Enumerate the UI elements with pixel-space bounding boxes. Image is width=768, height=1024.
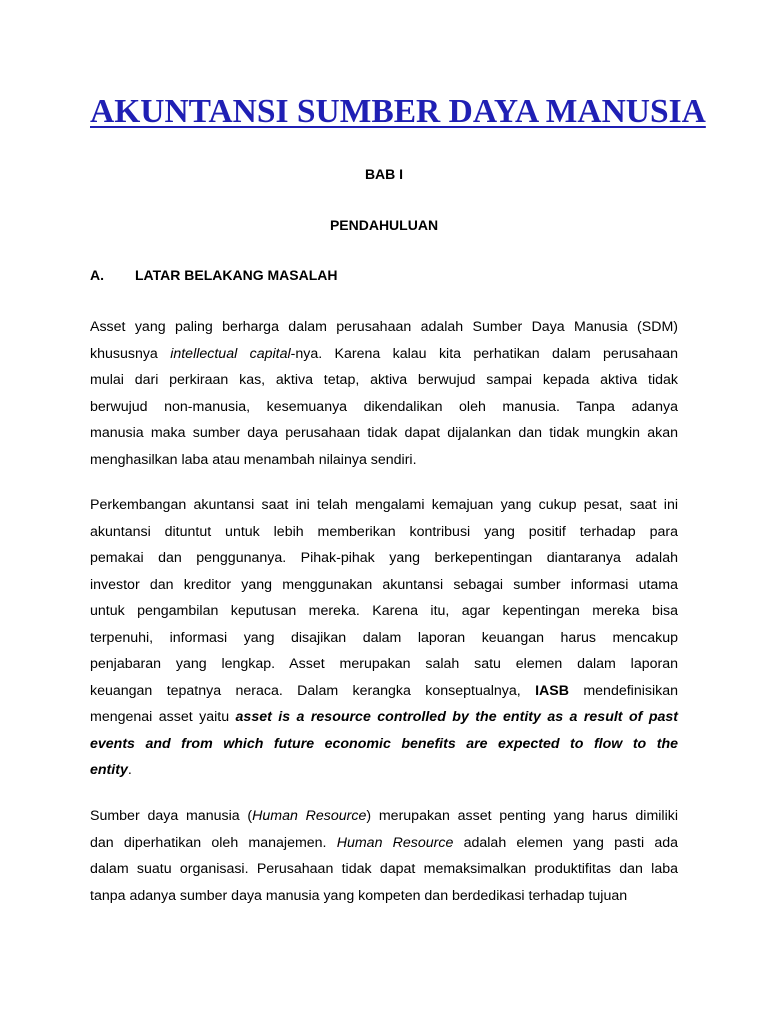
- paragraph-line: [90, 830, 678, 857]
- text-run: tanpa adanya sumber daya manusia yang kompeten dan berdedikasi terhadap tujuan: [90, 887, 628, 904]
- text-run: pemakai dan penggunanya. Pihak-pihak yang berkepentingan diantaranya adalah: [90, 550, 678, 566]
- text-run: .: [127, 762, 132, 778]
- paragraph-line: [90, 545, 678, 572]
- paragraph-line: [90, 519, 678, 546]
- text-run: investor dan kreditor yang menggunakan akuntansi sebagai sumber informasi utama: [90, 576, 678, 593]
- emphasized-text: intellectual capital: [170, 345, 291, 362]
- paragraph-line: [90, 883, 678, 910]
- text-run: dan diperhatikan oleh manajemen.: [90, 834, 337, 851]
- emphasized-text: asset is a resource controlled by the entity as a result of past: [235, 709, 678, 725]
- text-run: mendefinisikan: [568, 682, 678, 699]
- text-run: terpenuhi, informasi yang disajikan dalam laporan keuangan harus mencakup: [90, 629, 678, 646]
- paragraph-2: [90, 492, 678, 784]
- text-run: menghasilkan laba atau menambah nilainya sendiri.: [90, 451, 417, 468]
- paragraph-line: [90, 704, 678, 731]
- text-run: mengenai asset yaitu: [90, 709, 236, 725]
- paragraph-line: [90, 598, 678, 625]
- emphasized-text: Human Resource: [336, 834, 454, 851]
- text-run: Perkembangan akuntansi saat ini telah mengalami kemajuan yang cukup pesat, saat ini: [90, 497, 678, 513]
- section-number: A.: [90, 267, 104, 283]
- text-run: keuangan tepatnya neraca. Dalam kerangka konseptualnya,: [90, 682, 536, 699]
- chapter-title: PENDAHULUAN: [329, 217, 439, 233]
- paragraph-line: [90, 803, 678, 830]
- paragraph-line: [90, 731, 678, 758]
- text-run: dalam suatu organisasi. Perusahaan tidak dapat memaksimalkan produktifitas dan laba: [90, 861, 678, 877]
- text-run: Sumber daya manusia (: [90, 808, 253, 824]
- text-run: adalah elemen yang pasti ada: [453, 834, 678, 851]
- section-title: LATAR BELAKANG MASALAH: [135, 267, 338, 283]
- paragraph-line: [90, 341, 678, 368]
- text-run: ) merupakan asset penting yang harus dimiliki: [366, 808, 678, 824]
- text-run: mulai dari perkiraan kas, aktiva tetap, aktiva berwujud sampai kepada aktiva tidak: [90, 372, 678, 388]
- section-heading: [90, 265, 678, 285]
- paragraph-line: [90, 314, 678, 341]
- document-title-link[interactable]: AKUNTANSI SUMBER DAYA MANUSIA: [90, 93, 706, 130]
- emphasized-text: Human Resource: [252, 808, 367, 824]
- emphasized-text: IASB: [535, 682, 569, 699]
- paragraph-line: [90, 367, 678, 394]
- paragraph-3: [90, 803, 678, 909]
- paragraph-1: [90, 314, 678, 473]
- paragraph-line: [90, 678, 678, 705]
- text-run: berwujud non-manusia, kesemuanya dikendalikan oleh manusia. Tanpa adanya: [90, 398, 678, 415]
- text-run: -nya. Karena kalau kita perhatikan dalam perusahaan: [290, 345, 678, 362]
- text-run: penjabaran yang lengkap. Asset merupakan salah satu elemen dalam laporan: [90, 656, 678, 672]
- paragraph-line: [90, 856, 678, 883]
- paragraph-line: [90, 625, 678, 652]
- text-run: Asset yang paling berharga dalam perusahaan adalah Sumber Daya Manusia (SDM): [90, 319, 678, 335]
- paragraph-line: [90, 757, 678, 784]
- text-run: manusia maka sumber daya perusahaan tidak dapat dijalankan dan tidak mungkin akan: [90, 425, 678, 441]
- paragraph-line: [90, 394, 678, 421]
- paragraph-line: [90, 420, 678, 447]
- text-run: khususnya: [90, 345, 171, 362]
- emphasized-text: events and from which future economic benefits are expected to flow to the: [90, 735, 678, 752]
- paragraph-line: [90, 572, 678, 599]
- paragraph-line: [90, 651, 678, 678]
- emphasized-text: entity: [90, 762, 128, 778]
- text-run: untuk pengambilan keputusan mereka. Karena itu, agar kepentingan mereka bisa: [90, 603, 678, 619]
- paragraph-line: [90, 492, 678, 519]
- paragraph-line: [90, 447, 678, 474]
- text-run: akuntansi dituntut untuk lebih memberikan kontribusi yang positif terhadap para: [90, 523, 678, 540]
- chapter-label: BAB I: [364, 166, 404, 182]
